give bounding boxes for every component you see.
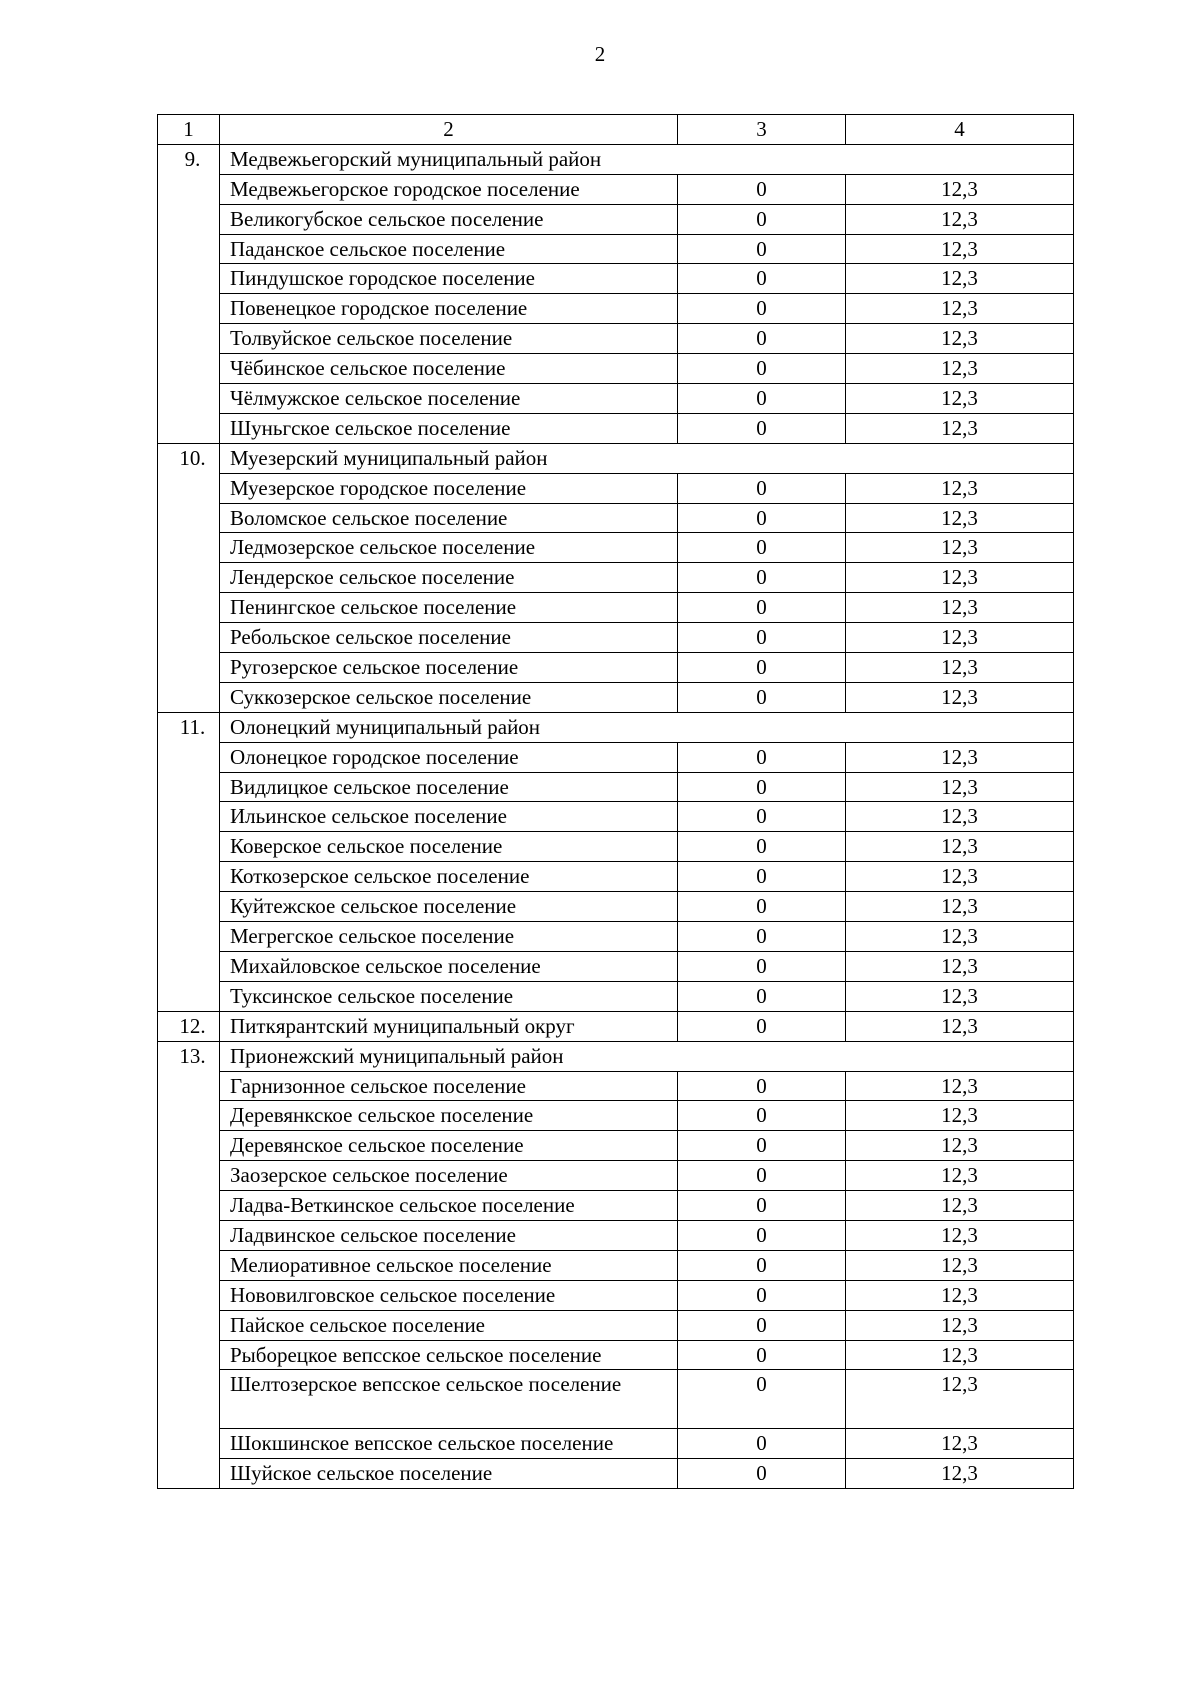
cell-col-3: 0 xyxy=(678,1101,846,1131)
settlement-name: Михайловское сельское поселение xyxy=(220,951,678,981)
cell-col-3: 0 xyxy=(678,802,846,832)
settlement-name: Шуйское сельское поселение xyxy=(220,1459,678,1489)
cell-col-3: 0 xyxy=(678,1161,846,1191)
settlement-name: Чёбинское сельское поселение xyxy=(220,354,678,384)
cell-col-3: 0 xyxy=(678,264,846,294)
page-number: 2 xyxy=(594,42,606,66)
settlement-name: Шелтозерское вепсское сельское поселение xyxy=(220,1370,678,1429)
settlement-name: Лендерское сельское поселение xyxy=(220,563,678,593)
municipal-table xyxy=(157,114,1074,1489)
cell-col-4: 12,3 xyxy=(846,623,1074,653)
cell-col-4: 12,3 xyxy=(846,1131,1074,1161)
cell-col-4: 12,3 xyxy=(846,234,1074,264)
cell-col-3: 0 xyxy=(678,204,846,234)
group-row xyxy=(158,144,1074,174)
table-row xyxy=(158,204,1074,234)
header-col-3: 3 xyxy=(678,115,846,145)
header-col-4: 4 xyxy=(846,115,1074,145)
settlement-name: Ладвинское сельское поселение xyxy=(220,1220,678,1250)
settlement-name: Воломское сельское поселение xyxy=(220,503,678,533)
table-header-row xyxy=(158,115,1074,145)
header-col-2: 2 xyxy=(220,115,678,145)
table-row xyxy=(158,473,1074,503)
cell-col-3: 0 xyxy=(678,742,846,772)
settlement-name: Шуньгское сельское поселение xyxy=(220,413,678,443)
cell-col-3: 0 xyxy=(678,772,846,802)
settlement-name: Коверское сельское поселение xyxy=(220,832,678,862)
table-row xyxy=(158,653,1074,683)
table-row xyxy=(158,503,1074,533)
header-col-1: 1 xyxy=(158,115,220,145)
table-row xyxy=(158,533,1074,563)
table-row xyxy=(158,563,1074,593)
cell-col-4: 12,3 xyxy=(846,1191,1074,1221)
table-row xyxy=(158,593,1074,623)
cell-col-3: 0 xyxy=(678,384,846,414)
cell-col-4: 12,3 xyxy=(846,951,1074,981)
cell-col-3: 0 xyxy=(678,862,846,892)
table-row xyxy=(158,1131,1074,1161)
settlement-name: Нововилговское сельское поселение xyxy=(220,1280,678,1310)
cell-col-3: 0 xyxy=(678,234,846,264)
cell-col-4: 12,3 xyxy=(846,264,1074,294)
group-number: 11. xyxy=(158,712,220,1011)
cell-col-3: 0 xyxy=(678,832,846,862)
settlement-name: Пенингское сельское поселение xyxy=(220,593,678,623)
cell-col-4: 12,3 xyxy=(846,1310,1074,1340)
group-row xyxy=(158,712,1074,742)
cell-col-3: 0 xyxy=(678,623,846,653)
table-row xyxy=(158,1191,1074,1221)
table-row xyxy=(158,1071,1074,1101)
table-row xyxy=(158,384,1074,414)
settlement-name: Медвежьегорское городское поселение xyxy=(220,174,678,204)
cell-col-3: 0 xyxy=(678,922,846,952)
table-body xyxy=(158,115,1074,1489)
group-row xyxy=(158,443,1074,473)
cell-col-3: 0 xyxy=(678,1011,846,1041)
cell-col-4: 12,3 xyxy=(846,862,1074,892)
settlement-name: Великогубское сельское поселение xyxy=(220,204,678,234)
cell-col-4: 12,3 xyxy=(846,1370,1074,1429)
cell-col-4: 12,3 xyxy=(846,1250,1074,1280)
cell-col-3: 0 xyxy=(678,413,846,443)
table-row xyxy=(158,1220,1074,1250)
table-row xyxy=(158,294,1074,324)
cell-col-3: 0 xyxy=(678,563,846,593)
cell-col-4: 12,3 xyxy=(846,204,1074,234)
cell-col-4: 12,3 xyxy=(846,533,1074,563)
settlement-name: Чёлмужское сельское поселение xyxy=(220,384,678,414)
group-title: Олонецкий муниципальный район xyxy=(220,712,1074,742)
settlement-name: Ледмозерское сельское поселение xyxy=(220,533,678,563)
table-row xyxy=(158,832,1074,862)
table-row xyxy=(158,623,1074,653)
settlement-name: Туксинское сельское поселение xyxy=(220,981,678,1011)
table-row xyxy=(158,1340,1074,1370)
cell-col-4: 12,3 xyxy=(846,772,1074,802)
cell-col-4: 12,3 xyxy=(846,1429,1074,1459)
settlement-name: Шокшинское вепсское сельское поселение xyxy=(220,1429,678,1459)
settlement-name: Мегрегское сельское поселение xyxy=(220,922,678,952)
cell-col-3: 0 xyxy=(678,951,846,981)
settlement-name: Суккозерское сельское поселение xyxy=(220,682,678,712)
cell-col-3: 0 xyxy=(678,653,846,683)
table-row xyxy=(158,413,1074,443)
cell-col-4: 12,3 xyxy=(846,473,1074,503)
cell-col-4: 12,3 xyxy=(846,354,1074,384)
cell-col-4: 12,3 xyxy=(846,653,1074,683)
cell-col-4: 12,3 xyxy=(846,1071,1074,1101)
cell-col-4: 12,3 xyxy=(846,413,1074,443)
table-row xyxy=(158,1459,1074,1489)
table-row xyxy=(158,682,1074,712)
cell-col-3: 0 xyxy=(678,1370,846,1429)
settlement-name: Гарнизонное сельское поселение xyxy=(220,1071,678,1101)
table-row xyxy=(158,234,1074,264)
cell-col-3: 0 xyxy=(678,981,846,1011)
cell-col-4: 12,3 xyxy=(846,1011,1074,1041)
cell-col-4: 12,3 xyxy=(846,1161,1074,1191)
cell-col-4: 12,3 xyxy=(846,742,1074,772)
table-row xyxy=(158,174,1074,204)
cell-col-3: 0 xyxy=(678,294,846,324)
table-row xyxy=(158,1250,1074,1280)
cell-col-4: 12,3 xyxy=(846,832,1074,862)
cell-col-3: 0 xyxy=(678,533,846,563)
cell-col-4: 12,3 xyxy=(846,892,1074,922)
group-title: Питкярантский муниципальный округ xyxy=(220,1011,678,1041)
cell-col-3: 0 xyxy=(678,1459,846,1489)
cell-col-3: 0 xyxy=(678,1191,846,1221)
cell-col-3: 0 xyxy=(678,1340,846,1370)
table-row xyxy=(158,862,1074,892)
group-number: 13. xyxy=(158,1041,220,1488)
cell-col-4: 12,3 xyxy=(846,503,1074,533)
cell-col-3: 0 xyxy=(678,324,846,354)
cell-col-4: 12,3 xyxy=(846,922,1074,952)
cell-col-4: 12,3 xyxy=(846,682,1074,712)
cell-col-4: 12,3 xyxy=(846,1101,1074,1131)
cell-col-3: 0 xyxy=(678,174,846,204)
table-row xyxy=(158,1429,1074,1459)
cell-col-3: 0 xyxy=(678,1429,846,1459)
cell-col-4: 12,3 xyxy=(846,324,1074,354)
cell-col-3: 0 xyxy=(678,1310,846,1340)
table-row xyxy=(158,742,1074,772)
cell-col-4: 12,3 xyxy=(846,1280,1074,1310)
cell-col-3: 0 xyxy=(678,1220,846,1250)
group-title: Муезерский муниципальный район xyxy=(220,443,1074,473)
settlement-name: Куйтежское сельское поселение xyxy=(220,892,678,922)
settlement-name: Ладва-Веткинское сельское поселение xyxy=(220,1191,678,1221)
settlement-name: Мелиоративное сельское поселение xyxy=(220,1250,678,1280)
cell-col-3: 0 xyxy=(678,682,846,712)
cell-col-3: 0 xyxy=(678,1280,846,1310)
settlement-name: Деревянское сельское поселение xyxy=(220,1131,678,1161)
settlement-name: Видлицкое сельское поселение xyxy=(220,772,678,802)
settlement-name: Ругозерское сельское поселение xyxy=(220,653,678,683)
table-row xyxy=(158,1370,1074,1429)
settlement-name: Пайское сельское поселение xyxy=(220,1310,678,1340)
group-row xyxy=(158,1041,1074,1071)
table-row xyxy=(158,802,1074,832)
cell-col-4: 12,3 xyxy=(846,1220,1074,1250)
settlement-name: Муезерское городское поселение xyxy=(220,473,678,503)
settlement-name: Толвуйское сельское поселение xyxy=(220,324,678,354)
table-row xyxy=(158,354,1074,384)
group-number: 12. xyxy=(158,1011,220,1041)
settlement-name: Ильинское сельское поселение xyxy=(220,802,678,832)
table-row xyxy=(158,1280,1074,1310)
group-title: Медвежьегорский муниципальный район xyxy=(220,144,1074,174)
table-row xyxy=(158,1310,1074,1340)
cell-col-3: 0 xyxy=(678,593,846,623)
table-row xyxy=(158,981,1074,1011)
cell-col-4: 12,3 xyxy=(846,563,1074,593)
table-row xyxy=(158,264,1074,294)
table-row xyxy=(158,1101,1074,1131)
cell-col-4: 12,3 xyxy=(846,1340,1074,1370)
settlement-name: Рыборецкое вепсское сельское поселение xyxy=(220,1340,678,1370)
group-row xyxy=(158,1011,1074,1041)
cell-col-3: 0 xyxy=(678,354,846,384)
group-number: 9. xyxy=(158,144,220,443)
table-row xyxy=(158,892,1074,922)
cell-col-4: 12,3 xyxy=(846,384,1074,414)
table-row xyxy=(158,951,1074,981)
settlement-name: Паданское сельское поселение xyxy=(220,234,678,264)
cell-col-3: 0 xyxy=(678,1071,846,1101)
cell-col-4: 12,3 xyxy=(846,294,1074,324)
cell-col-3: 0 xyxy=(678,1131,846,1161)
group-number: 10. xyxy=(158,443,220,712)
settlement-name: Заозерское сельское поселение xyxy=(220,1161,678,1191)
cell-col-4: 12,3 xyxy=(846,1459,1074,1489)
table-row xyxy=(158,324,1074,354)
table-row xyxy=(158,1161,1074,1191)
cell-col-3: 0 xyxy=(678,1250,846,1280)
cell-col-4: 12,3 xyxy=(846,174,1074,204)
cell-col-4: 12,3 xyxy=(846,593,1074,623)
settlement-name: Ребольское сельское поселение xyxy=(220,623,678,653)
settlement-name: Пиндушское городское поселение xyxy=(220,264,678,294)
cell-col-4: 12,3 xyxy=(846,802,1074,832)
cell-col-3: 0 xyxy=(678,892,846,922)
table-row xyxy=(158,922,1074,952)
group-title: Прионежский муниципальный район xyxy=(220,1041,1074,1071)
table-row xyxy=(158,772,1074,802)
cell-col-4: 12,3 xyxy=(846,981,1074,1011)
cell-col-3: 0 xyxy=(678,503,846,533)
settlement-name: Повенецкое городское поселение xyxy=(220,294,678,324)
settlement-name: Деревянкское сельское поселение xyxy=(220,1101,678,1131)
cell-col-3: 0 xyxy=(678,473,846,503)
settlement-name: Олонецкое городское поселение xyxy=(220,742,678,772)
settlement-name: Коткозерское сельское поселение xyxy=(220,862,678,892)
